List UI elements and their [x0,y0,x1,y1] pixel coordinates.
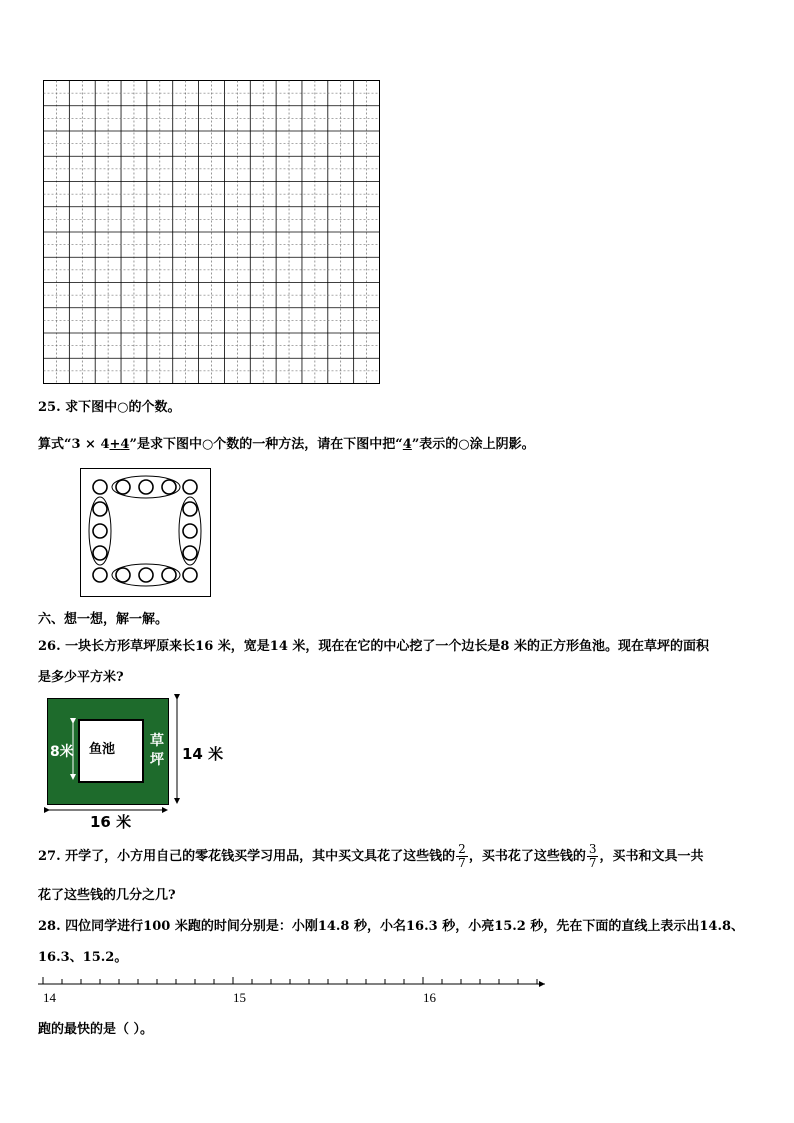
q25-expr-mid: ”是求下图中○个数的一种方法，请在下图中把“ [129,437,403,452]
length-16-label: 16 米 [90,813,132,831]
circle [93,546,107,560]
section-six-title: 六、想一想，解一解。 [38,612,169,627]
q26-line1 [38,635,709,654]
lawn-label-2: 坪 [150,752,164,768]
circle [183,524,197,538]
q25-expr-four2: 4 [402,437,412,452]
axis-tick-label: 14 [43,990,56,1005]
fraction-3-7 [587,843,599,870]
circle [139,480,153,494]
q25-number: 25. [38,400,61,415]
circle [183,502,197,516]
q26-text: 一块长方形草坪原来长16 米，宽是14 米，现在在它的中心挖了一个边长是8 米的正方形鱼池。现在草坪的面积 [65,639,709,654]
q27-number: 27. [38,849,61,864]
q28-answer: 跑的最快的是（ ）。 [38,1022,154,1037]
circle [116,480,130,494]
writing-grid [43,80,380,388]
lawn-figure [40,693,240,833]
circles-svg [80,468,212,598]
fraction-2-7 [456,843,468,870]
circle [93,568,107,582]
q27-text-c: ，买书和文具一共 [599,849,704,864]
q25-expr-plus: + [109,437,121,452]
frac-num: 2 [458,842,466,856]
q26-number: 26. [38,639,61,654]
q27-line2: 花了这些钱的几分之几? [38,888,176,903]
q25-expr-four: 4 [120,437,130,452]
circle [183,546,197,560]
grid-svg [43,80,380,384]
side-8-label: 8米 [50,744,74,760]
circle [116,568,130,582]
q25-instruction [38,433,535,452]
circle [162,568,176,582]
circle [93,480,107,494]
q27-line1 [38,843,703,871]
q28-line1 [38,915,744,934]
circle [183,480,197,494]
q25-expr-pre: 算式“3 × 4 [38,437,110,452]
circle [162,480,176,494]
q27-text-a: 开学了，小方用自己的零花钱买学习用品，其中买文具花了这些钱的 [65,849,456,864]
q27-text-b: ，买书花了这些钱的 [468,849,586,864]
axis-arrow [539,981,545,987]
circle [139,568,153,582]
q25-text: 求下图中○的个数。 [65,400,181,415]
frac-den: 7 [458,856,466,870]
q25-expr-post: ”表示的○涂上阴影。 [411,437,535,452]
circle [93,524,107,538]
number-line[interactable] [38,972,550,1016]
q26-line2: 是多少平方米? [38,670,124,685]
lawn-label-1: 草 [150,733,164,749]
frac-num: 3 [588,842,597,856]
q25-title [38,396,181,415]
q28-line2: 16.3、15.2。 [38,950,128,965]
q28-number: 28. [38,919,61,934]
pond-label: 鱼池 [89,742,116,757]
width-14-label: 14 米 [182,745,224,763]
circles-figure [80,468,212,602]
circle [93,502,107,516]
number-line-svg[interactable] [38,972,550,1012]
frac-den: 7 [588,856,597,870]
circle [183,568,197,582]
axis-tick-label: 15 [233,990,246,1005]
q28-text: 四位同学进行100 米跑的时间分别是：小刚14.8 秒，小名16.3 秒，小亮15.2 秒，先在下面的直线上表示出14.8、 [65,919,745,934]
axis-tick-label: 16 [423,990,436,1005]
